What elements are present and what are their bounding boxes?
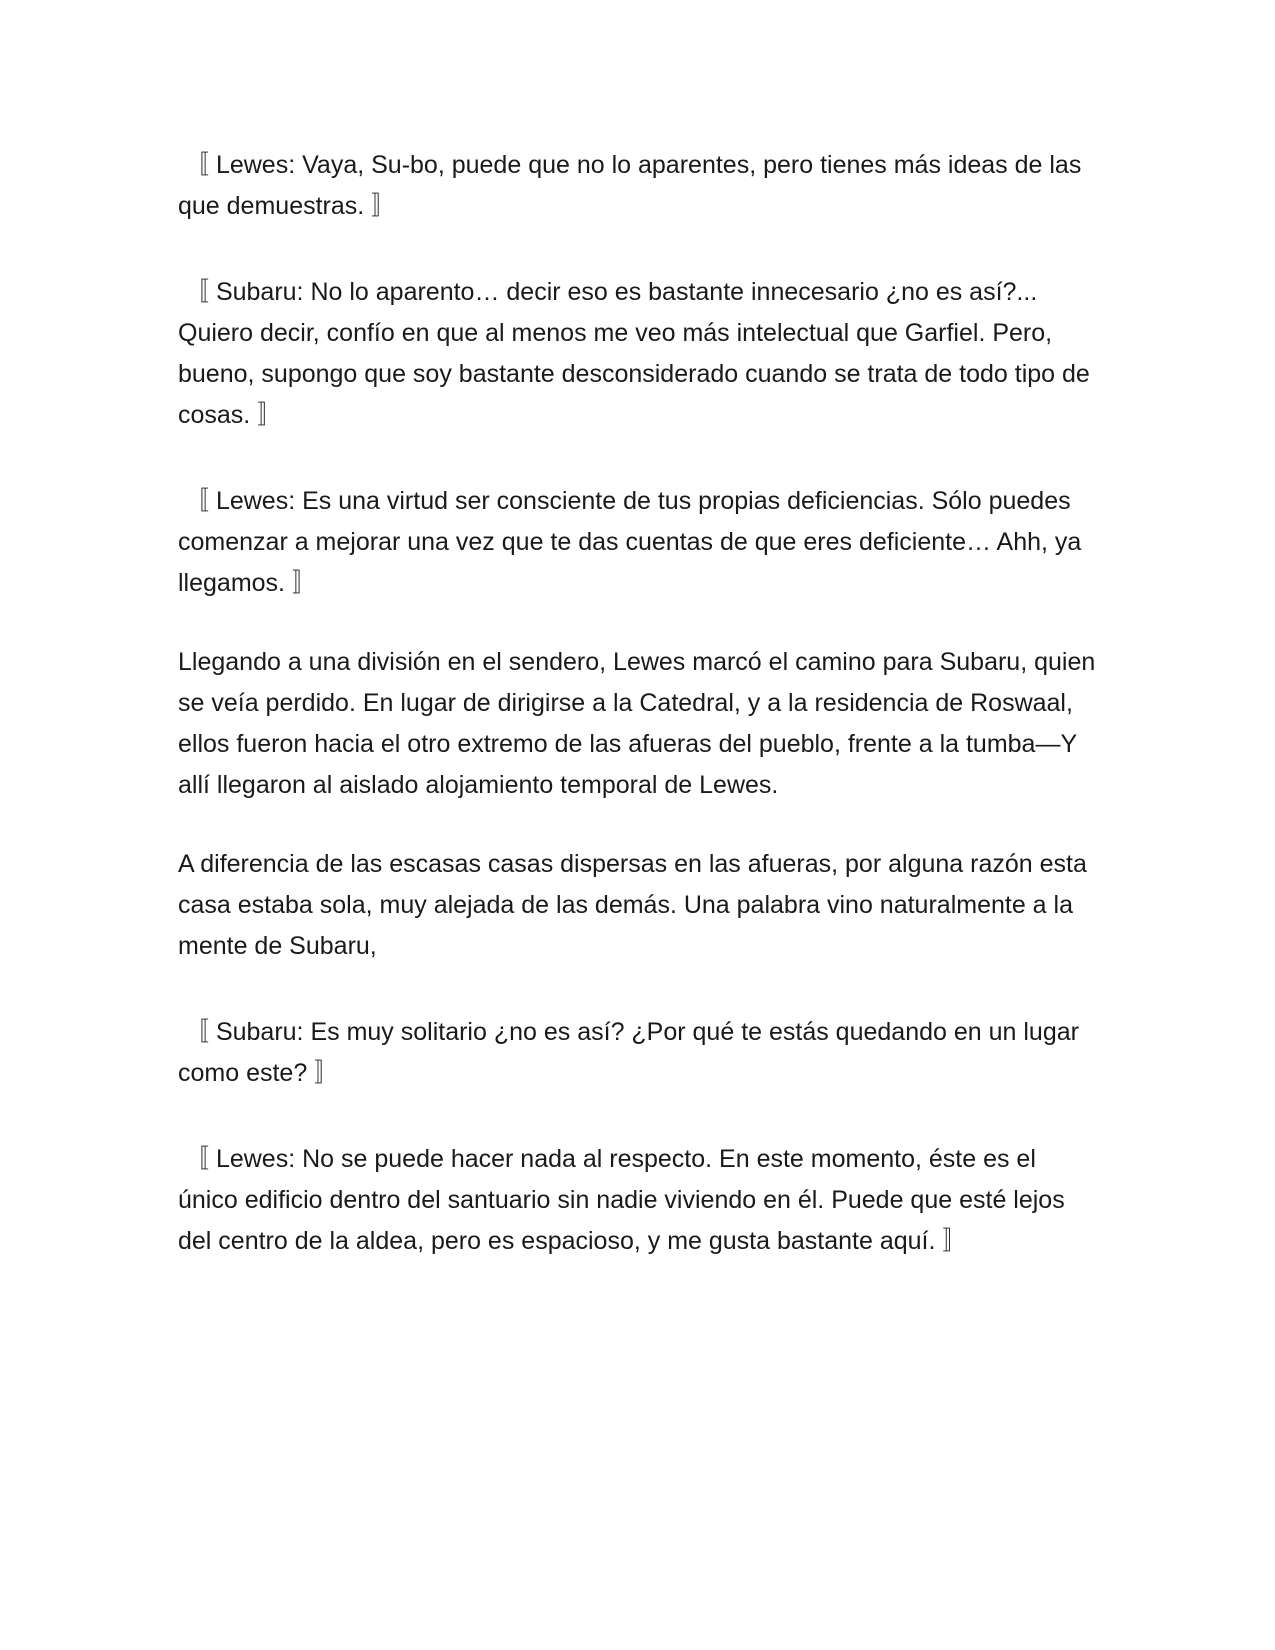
dialogue-paragraph-subaru-1: 〚 Subaru: No lo aparento… decir eso es bastante innecesario ¿no es así?... Quiero decir, confío en que al menos me veo más intelectual que Garfiel. Pero, bueno, supongo que soy bastante desconsiderado cuando se trata de todo tipo de cosas. 〛 — [178, 278, 1090, 429]
paragraph-spacer — [178, 227, 1098, 272]
dialogue-paragraph-lewes-3: 〚 Lewes: No se puede hacer nada al respecto. En este momento, éste es el único edificio dentro del santuario sin nadie viviendo en él. Puede que esté lejos del centro de la aldea, pero es espacioso, y me gusta bastante aquí. 〛 — [178, 1145, 1065, 1255]
paragraph-spacer — [178, 967, 1098, 1012]
narration-paragraph-2: A diferencia de las escasas casas dispersas en las afueras, por alguna razón esta casa estaba sola, muy alejada de las demás. Una palabra vino naturalmente a la mente de Subaru, — [178, 850, 1087, 960]
dialogue-paragraph-subaru-2: 〚 Subaru: Es muy solitario ¿no es así? ¿Por qué te estás quedando en un lugar como este? 〛 — [178, 1018, 1079, 1087]
paragraph-spacer — [178, 604, 1098, 642]
paragraph-spacer — [178, 436, 1098, 481]
narration-paragraph-1: Llegando a una división en el sendero, Lewes marcó el camino para Subaru, quien se veía perdido. En lugar de dirigirse a la Catedral, y a la residencia de Roswaal, ellos fueron hacia el otro extremo de las afueras del pueblo, frente a la tumba—Y allí llegaron al aislado alojamiento temporal de Lewes. — [178, 648, 1096, 799]
paragraph-spacer — [178, 1094, 1098, 1139]
dialogue-paragraph-lewes-2: 〚 Lewes: Es una virtud ser consciente de tus propias deficiencias. Sólo puedes comenzar a mejorar una vez que te das cuentas de que eres deficiente… Ahh, ya llegamos. 〛 — [178, 487, 1082, 597]
document-body — [178, 145, 1098, 1262]
paragraph-spacer — [178, 806, 1098, 844]
dialogue-paragraph-lewes-1: 〚 Lewes: Vaya, Su-bo, puede que no lo aparentes, pero tienes más ideas de las que demuestras. 〛 — [178, 151, 1082, 220]
